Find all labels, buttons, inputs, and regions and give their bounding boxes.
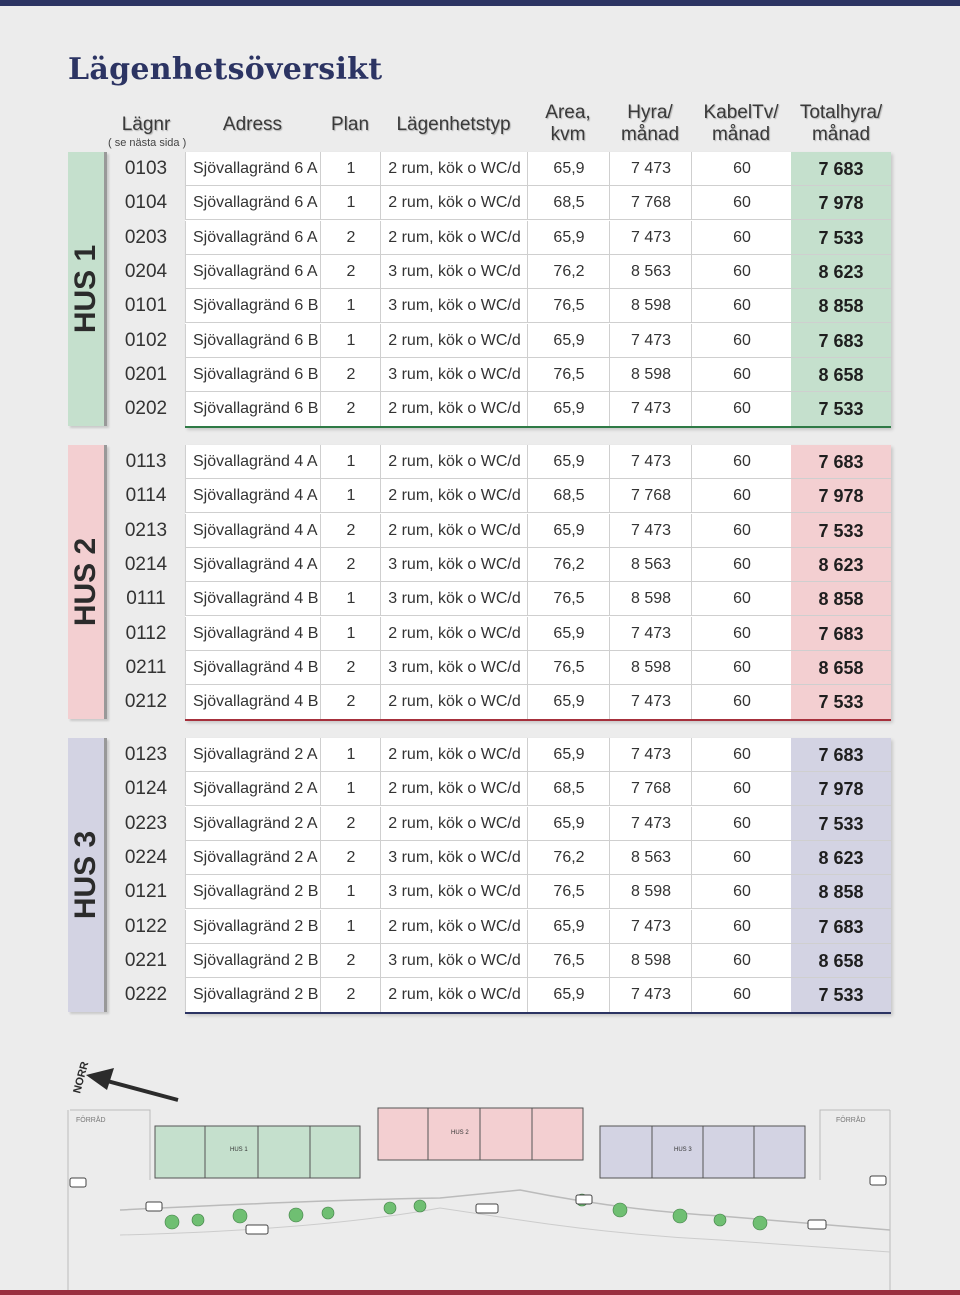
row-divider — [185, 219, 891, 220]
table-row — [115, 221, 893, 255]
rent-cell: 8 598 — [609, 582, 692, 616]
address-cell: Sjövallagränd 4 A — [185, 548, 328, 582]
address-cell: Sjövallagränd 6 B — [185, 392, 328, 426]
table-row — [115, 738, 893, 772]
north-label: NORR — [71, 1060, 92, 1095]
area-cell: 65,9 — [527, 978, 610, 1012]
rent-cell: 8 563 — [609, 255, 692, 289]
rent-cell: 8 598 — [609, 358, 692, 392]
area-cell: 68,5 — [527, 479, 610, 513]
address-cell: Sjövallagränd 2 A — [185, 738, 328, 772]
type-cell: 3 rum, kök o WC/d — [380, 358, 528, 392]
rent-cell: 7 473 — [609, 910, 692, 944]
address-cell: Sjövallagränd 2 A — [185, 807, 328, 841]
plan-cell: 1 — [320, 186, 381, 220]
cable-tv-cell: 60 — [691, 944, 792, 978]
rent-cell: 8 563 — [609, 548, 692, 582]
header-hyra: Hyra/ månad — [620, 102, 680, 145]
row-divider — [185, 615, 891, 616]
group-label-hus-2 — [68, 445, 107, 719]
plan-cell: 2 — [320, 392, 381, 426]
apartment-number: 0201 — [124, 364, 168, 385]
address-cell: Sjövallagränd 6 B — [185, 324, 328, 358]
plan-cell: 1 — [320, 738, 381, 772]
rent-cell: 7 768 — [609, 186, 692, 220]
apartment-number: 0224 — [124, 847, 168, 868]
plan-cell: 1 — [320, 875, 381, 909]
total-rent-cell: 7 683 — [818, 159, 864, 179]
cable-tv-cell: 60 — [691, 685, 792, 719]
cable-tv-cell: 60 — [691, 582, 792, 616]
rent-cell: 7 473 — [609, 514, 692, 548]
apartment-number: 0214 — [124, 554, 168, 575]
table-row — [115, 152, 893, 186]
rent-cell: 7 473 — [609, 738, 692, 772]
total-rent-cell: 7 683 — [818, 331, 864, 351]
table-row — [115, 548, 893, 582]
total-rent-cell: 7 533 — [818, 521, 864, 541]
header-total: Totalhyra/ månad — [799, 102, 883, 145]
plan-cell: 2 — [320, 841, 381, 875]
address-cell: Sjövallagränd 6 A — [185, 255, 328, 289]
cable-tv-cell: 60 — [691, 479, 792, 513]
apartment-number: 0121 — [124, 881, 168, 902]
area-cell: 65,9 — [527, 324, 610, 358]
address-cell: Sjövallagränd 4 B — [185, 685, 328, 719]
area-cell: 65,9 — [527, 807, 610, 841]
row-divider — [185, 805, 891, 806]
apartment-number: 0222 — [124, 984, 168, 1005]
area-cell: 65,9 — [527, 392, 610, 426]
type-cell: 3 rum, kök o WC/d — [380, 289, 528, 323]
cable-tv-cell: 60 — [691, 910, 792, 944]
group-label-text: HUS 3 — [69, 830, 102, 920]
total-rent-cell: 7 533 — [818, 228, 864, 248]
area-cell: 65,9 — [527, 685, 610, 719]
total-rent-cell: 8 623 — [818, 262, 864, 282]
cable-tv-cell: 60 — [691, 358, 792, 392]
cable-tv-cell: 60 — [691, 152, 792, 186]
area-cell: 65,9 — [527, 617, 610, 651]
group-label-text: HUS 1 — [69, 244, 102, 334]
table-row — [115, 514, 893, 548]
rent-cell: 7 473 — [609, 392, 692, 426]
address-cell: Sjövallagränd 6 B — [185, 289, 328, 323]
table-row — [115, 582, 893, 616]
cable-tv-cell: 60 — [691, 841, 792, 875]
site-map — [60, 1060, 900, 1290]
table-row — [115, 255, 893, 289]
bottom-bar — [0, 1290, 960, 1295]
table-row — [115, 392, 893, 426]
type-cell: 2 rum, kök o WC/d — [380, 479, 528, 513]
total-rent-cell: 7 683 — [818, 624, 864, 644]
cable-tv-cell: 60 — [691, 392, 792, 426]
rent-cell: 7 473 — [609, 152, 692, 186]
plan-cell: 1 — [320, 152, 381, 186]
apartment-number: 0212 — [124, 691, 168, 712]
apartment-number: 0223 — [124, 813, 168, 834]
area-cell: 76,5 — [527, 944, 610, 978]
total-rent-cell: 8 623 — [818, 555, 864, 575]
address-cell: Sjövallagränd 6 A — [185, 221, 328, 255]
address-cell: Sjövallagränd 2 A — [185, 841, 328, 875]
total-rent-cell: 7 683 — [818, 917, 864, 937]
group-rows — [115, 738, 893, 1012]
map-hus1-label: HUS 1 — [230, 1147, 248, 1153]
plan-cell: 2 — [320, 255, 381, 289]
table-row — [115, 978, 893, 1012]
address-cell: Sjövallagränd 6 A — [185, 152, 328, 186]
plan-cell: 2 — [320, 514, 381, 548]
apartment-number: 0113 — [125, 451, 167, 472]
forrad-left-label: FÖRRÅD — [76, 1117, 106, 1124]
group-label-text: HUS 2 — [69, 537, 102, 627]
area-cell: 76,2 — [527, 255, 610, 289]
address-cell: Sjövallagränd 2 A — [185, 772, 328, 806]
apartment-number: 0114 — [125, 485, 167, 506]
rent-cell: 7 473 — [609, 807, 692, 841]
plan-cell: 2 — [320, 651, 381, 685]
cable-tv-cell: 60 — [691, 651, 792, 685]
group-label-hus-3 — [68, 738, 107, 1012]
plan-cell: 1 — [320, 582, 381, 616]
rent-cell: 7 473 — [609, 221, 692, 255]
area-cell: 68,5 — [527, 186, 610, 220]
cable-tv-cell: 60 — [691, 221, 792, 255]
type-cell: 2 rum, kök o WC/d — [380, 152, 528, 186]
type-cell: 2 rum, kök o WC/d — [380, 807, 528, 841]
table-row — [115, 324, 893, 358]
plan-cell: 2 — [320, 548, 381, 582]
address-cell: Sjövallagränd 4 B — [185, 651, 328, 685]
type-cell: 3 rum, kök o WC/d — [380, 582, 528, 616]
total-rent-cell: 7 978 — [818, 193, 864, 213]
rent-cell: 7 473 — [609, 445, 692, 479]
type-cell: 2 rum, kök o WC/d — [380, 772, 528, 806]
table-row — [115, 772, 893, 806]
address-cell: Sjövallagränd 4 A — [185, 514, 328, 548]
apartment-number: 0202 — [124, 398, 168, 419]
address-cell: Sjövallagränd 4 B — [185, 582, 328, 616]
cable-tv-cell: 60 — [691, 617, 792, 651]
area-cell: 76,5 — [527, 358, 610, 392]
area-cell: 65,9 — [527, 910, 610, 944]
address-cell: Sjövallagränd 4 B — [185, 617, 328, 651]
top-bar — [0, 0, 960, 6]
rent-cell: 7 768 — [609, 479, 692, 513]
apartment-number: 0102 — [124, 330, 168, 351]
type-cell: 2 rum, kök o WC/d — [380, 978, 528, 1012]
rent-cell: 7 473 — [609, 978, 692, 1012]
plan-cell: 2 — [320, 944, 381, 978]
table-row — [115, 685, 893, 719]
map-hus3-label: HUS 3 — [674, 1147, 692, 1153]
row-divider — [185, 512, 891, 513]
plan-cell: 2 — [320, 358, 381, 392]
apartment-number: 0112 — [125, 623, 167, 644]
table-row — [115, 479, 893, 513]
table-row — [115, 807, 893, 841]
apartment-number: 0213 — [124, 520, 168, 541]
area-cell: 65,9 — [527, 152, 610, 186]
row-divider — [185, 322, 891, 323]
apartment-number: 0101 — [124, 295, 168, 316]
area-cell: 65,9 — [527, 738, 610, 772]
plan-cell: 2 — [320, 978, 381, 1012]
header-typ: Lägenhetstyp — [396, 114, 511, 135]
apartment-number: 0111 — [126, 588, 166, 609]
total-rent-cell: 7 533 — [818, 399, 864, 419]
area-cell: 76,2 — [527, 841, 610, 875]
rent-cell: 7 473 — [609, 617, 692, 651]
rent-cell: 7 768 — [609, 772, 692, 806]
plan-cell: 2 — [320, 221, 381, 255]
cable-tv-cell: 60 — [691, 324, 792, 358]
header-adress: Adress — [222, 114, 283, 135]
plan-cell: 1 — [320, 772, 381, 806]
plan-cell: 1 — [320, 324, 381, 358]
rent-cell: 7 473 — [609, 685, 692, 719]
type-cell: 2 rum, kök o WC/d — [380, 221, 528, 255]
cable-tv-cell: 60 — [691, 875, 792, 909]
address-cell: Sjövallagränd 2 B — [185, 875, 328, 909]
plan-cell: 1 — [320, 479, 381, 513]
area-cell: 76,5 — [527, 582, 610, 616]
cable-tv-cell: 60 — [691, 548, 792, 582]
table-row — [115, 841, 893, 875]
table-row — [115, 445, 893, 479]
rent-cell: 8 598 — [609, 944, 692, 978]
type-cell: 2 rum, kök o WC/d — [380, 324, 528, 358]
address-cell: Sjövallagränd 2 B — [185, 978, 328, 1012]
apartment-number: 0104 — [124, 192, 168, 213]
site-plan-drawing — [60, 1060, 900, 1290]
type-cell: 3 rum, kök o WC/d — [380, 841, 528, 875]
total-rent-cell: 7 533 — [818, 985, 864, 1005]
group-rows — [115, 445, 893, 719]
plan-cell: 1 — [320, 445, 381, 479]
total-rent-cell: 8 658 — [818, 658, 864, 678]
header-kabel: KabelTv/ månad — [703, 102, 779, 145]
table-row — [115, 910, 893, 944]
cable-tv-cell: 60 — [691, 738, 792, 772]
total-rent-cell: 8 858 — [818, 296, 864, 316]
area-cell: 76,5 — [527, 651, 610, 685]
apartment-number: 0122 — [124, 916, 168, 937]
cable-tv-cell: 60 — [691, 978, 792, 1012]
total-rent-cell: 8 658 — [818, 951, 864, 971]
type-cell: 3 rum, kök o WC/d — [380, 875, 528, 909]
total-rent-cell: 8 623 — [818, 848, 864, 868]
total-rent-cell: 7 978 — [818, 486, 864, 506]
cable-tv-cell: 60 — [691, 514, 792, 548]
type-cell: 2 rum, kök o WC/d — [380, 910, 528, 944]
type-cell: 2 rum, kök o WC/d — [380, 685, 528, 719]
map-hus2-label: HUS 2 — [451, 1130, 469, 1136]
rent-cell: 8 598 — [609, 651, 692, 685]
header-lagnr-sub: ( se nästa sida ) — [108, 137, 187, 149]
area-cell: 65,9 — [527, 514, 610, 548]
total-rent-cell: 7 533 — [818, 814, 864, 834]
total-rent-cell: 7 978 — [818, 779, 864, 799]
area-cell: 65,9 — [527, 221, 610, 255]
group-label-hus-1 — [68, 152, 107, 426]
type-cell: 2 rum, kök o WC/d — [380, 617, 528, 651]
area-cell: 68,5 — [527, 772, 610, 806]
page-title: Lägenhetsöversikt — [68, 52, 383, 87]
type-cell: 2 rum, kök o WC/d — [380, 445, 528, 479]
total-rent-cell: 8 658 — [818, 365, 864, 385]
address-cell: Sjövallagränd 4 A — [185, 479, 328, 513]
group-rows — [115, 152, 893, 426]
table-row — [115, 289, 893, 323]
header-area: Area, kvm — [545, 102, 591, 145]
rent-cell: 8 598 — [609, 289, 692, 323]
cable-tv-cell: 60 — [691, 772, 792, 806]
total-rent-cell: 7 683 — [818, 452, 864, 472]
plan-cell: 1 — [320, 617, 381, 651]
plan-cell: 2 — [320, 685, 381, 719]
cable-tv-cell: 60 — [691, 186, 792, 220]
table-row — [115, 875, 893, 909]
table-row — [115, 651, 893, 685]
plan-cell: 2 — [320, 807, 381, 841]
total-rent-cell: 8 858 — [818, 882, 864, 902]
apartment-number: 0204 — [124, 261, 168, 282]
plan-cell: 1 — [320, 289, 381, 323]
rent-cell: 8 598 — [609, 875, 692, 909]
apartment-number: 0221 — [124, 950, 168, 971]
type-cell: 2 rum, kök o WC/d — [380, 738, 528, 772]
area-cell: 76,5 — [527, 289, 610, 323]
north-arrow-icon — [86, 1068, 178, 1100]
type-cell: 3 rum, kök o WC/d — [380, 548, 528, 582]
cable-tv-cell: 60 — [691, 255, 792, 289]
type-cell: 3 rum, kök o WC/d — [380, 944, 528, 978]
header-plan: Plan — [330, 114, 370, 135]
row-divider — [185, 908, 891, 909]
cable-tv-cell: 60 — [691, 289, 792, 323]
table-row — [115, 944, 893, 978]
type-cell: 2 rum, kök o WC/d — [380, 392, 528, 426]
area-cell: 65,9 — [527, 445, 610, 479]
area-cell: 76,2 — [527, 548, 610, 582]
total-rent-cell: 8 858 — [818, 589, 864, 609]
total-rent-cell: 7 533 — [818, 692, 864, 712]
address-cell: Sjövallagränd 6 B — [185, 358, 328, 392]
apartment-number: 0203 — [124, 227, 168, 248]
apartment-number: 0211 — [125, 657, 167, 678]
address-cell: Sjövallagränd 6 A — [185, 186, 328, 220]
cable-tv-cell: 60 — [691, 807, 792, 841]
forrad-right-label: FÖRRÅD — [836, 1117, 866, 1124]
area-cell: 76,5 — [527, 875, 610, 909]
apartment-number: 0124 — [124, 778, 168, 799]
table-row — [115, 186, 893, 220]
rent-cell: 7 473 — [609, 324, 692, 358]
table-row — [115, 358, 893, 392]
type-cell: 3 rum, kök o WC/d — [380, 255, 528, 289]
apartment-number: 0103 — [124, 158, 168, 179]
type-cell: 3 rum, kök o WC/d — [380, 651, 528, 685]
rent-cell: 8 563 — [609, 841, 692, 875]
address-cell: Sjövallagränd 2 B — [185, 910, 328, 944]
total-rent-cell: 7 683 — [818, 745, 864, 765]
type-cell: 2 rum, kök o WC/d — [380, 514, 528, 548]
table-row — [115, 617, 893, 651]
apartment-number: 0123 — [124, 744, 168, 765]
plan-cell: 1 — [320, 910, 381, 944]
address-cell: Sjövallagränd 4 A — [185, 445, 328, 479]
address-cell: Sjövallagränd 2 B — [185, 944, 328, 978]
type-cell: 2 rum, kök o WC/d — [380, 186, 528, 220]
cable-tv-cell: 60 — [691, 445, 792, 479]
header-lagnr: Lägnr — [121, 114, 171, 135]
